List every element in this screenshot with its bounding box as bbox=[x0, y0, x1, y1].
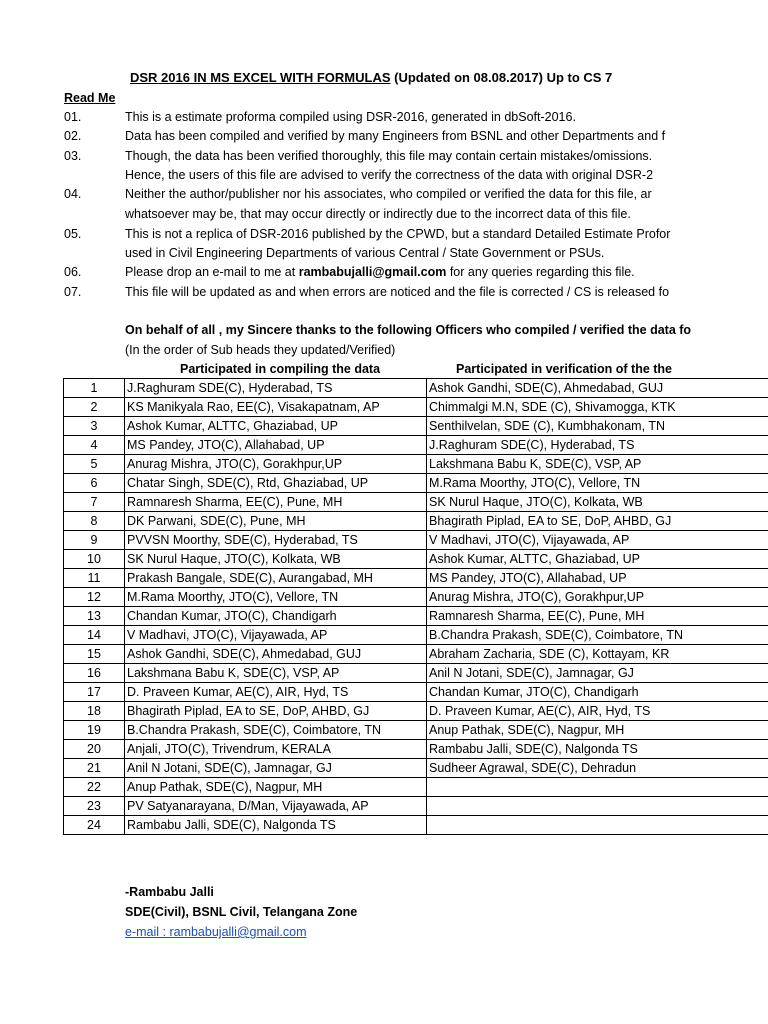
verified-by-cell[interactable]: J.Raghuram SDE(C), Hyderabad, TS bbox=[427, 436, 768, 455]
verified-by-cell[interactable] bbox=[427, 797, 768, 816]
signature-name: -Rambabu Jalli bbox=[125, 885, 214, 899]
table-row bbox=[64, 816, 768, 835]
table-row bbox=[64, 417, 768, 436]
note-text: This is a estimate proforma compiled using DSR-2016, generated in dbSoft-2016. bbox=[125, 110, 576, 124]
signature-designation: SDE(Civil), BSNL Civil, Telangana Zone bbox=[125, 905, 358, 919]
table-row bbox=[64, 474, 768, 493]
title-update-note: (Updated on 08.08.2017) Up to CS 7 bbox=[390, 70, 613, 85]
verified-by-cell[interactable]: Ashok Kumar, ALTTC, Ghaziabad, UP bbox=[427, 550, 768, 569]
note-number: 02. bbox=[64, 129, 82, 143]
note-text bbox=[125, 265, 635, 279]
row-number-cell[interactable]: 6 bbox=[64, 474, 125, 493]
verified-by-cell[interactable]: Sudheer Agrawal, SDE(C), Dehradun bbox=[427, 759, 768, 778]
row-number-cell[interactable]: 2 bbox=[64, 398, 125, 417]
compiled-by-cell[interactable]: M.Rama Moorthy, JTO(C), Vellore, TN bbox=[125, 588, 427, 607]
verified-by-cell[interactable]: Anurag Mishra, JTO(C), Gorakhpur,UP bbox=[427, 588, 768, 607]
verified-by-cell[interactable]: MS Pandey, JTO(C), Allahabad, UP bbox=[427, 569, 768, 588]
compiled-by-cell[interactable]: Bhagirath Piplad, EA to SE, DoP, AHBD, GJ bbox=[125, 702, 427, 721]
table-row bbox=[64, 550, 768, 569]
table-row bbox=[64, 664, 768, 683]
row-number-cell[interactable]: 7 bbox=[64, 493, 125, 512]
compiled-by-cell[interactable]: Anil N Jotani, SDE(C), Jamnagar, GJ bbox=[125, 759, 427, 778]
document-title bbox=[130, 70, 612, 85]
row-number-cell[interactable]: 16 bbox=[64, 664, 125, 683]
note-number: 04. bbox=[64, 187, 82, 201]
note-number: 01. bbox=[64, 110, 82, 124]
compiled-by-cell[interactable]: Prakash Bangale, SDE(C), Aurangabad, MH bbox=[125, 569, 427, 588]
row-number-cell[interactable]: 19 bbox=[64, 721, 125, 740]
verified-by-cell[interactable] bbox=[427, 816, 768, 835]
note-text: Hence, the users of this file are advised to verify the correctness of the data with original DSR-2 bbox=[125, 168, 654, 182]
compiled-by-cell[interactable]: Ashok Kumar, ALTTC, Ghaziabad, UP bbox=[125, 417, 427, 436]
compiled-by-cell[interactable]: V Madhavi, JTO(C), Vijayawada, AP bbox=[125, 626, 427, 645]
compiled-by-cell[interactable]: Anjali, JTO(C), Trivendrum, KERALA bbox=[125, 740, 427, 759]
row-number-cell[interactable]: 22 bbox=[64, 778, 125, 797]
column-header-compiled: Participated in compiling the data bbox=[180, 362, 381, 376]
note-text: Neither the author/publisher nor his associates, who compiled or verified the data for this file, ar bbox=[125, 187, 652, 201]
row-number-cell[interactable]: 11 bbox=[64, 569, 125, 588]
verified-by-cell[interactable]: Ramnaresh Sharma, EE(C), Pune, MH bbox=[427, 607, 768, 626]
table-row bbox=[64, 607, 768, 626]
table-row bbox=[64, 759, 768, 778]
verified-by-cell[interactable]: Anup Pathak, SDE(C), Nagpur, MH bbox=[427, 721, 768, 740]
note-text-prefix: Please drop an e-mail to me at bbox=[125, 265, 299, 279]
row-number-cell[interactable]: 23 bbox=[64, 797, 125, 816]
table-row bbox=[64, 455, 768, 474]
verified-by-cell[interactable]: B.Chandra Prakash, SDE(C), Coimbatore, TN bbox=[427, 626, 768, 645]
compiled-by-cell[interactable]: Chatar Singh, SDE(C), Rtd, Ghaziabad, UP bbox=[125, 474, 427, 493]
order-note: (In the order of Sub heads they updated/Verified) bbox=[125, 343, 396, 357]
row-number-cell[interactable]: 21 bbox=[64, 759, 125, 778]
note-text: This is not a replica of DSR-2016 published by the CPWD, but a standard Detailed Estimate Profor bbox=[125, 227, 671, 241]
table-row bbox=[64, 645, 768, 664]
compiled-by-cell[interactable]: Anup Pathak, SDE(C), Nagpur, MH bbox=[125, 778, 427, 797]
table-row bbox=[64, 512, 768, 531]
contributors-table bbox=[63, 378, 768, 835]
verified-by-cell[interactable]: D. Praveen Kumar, AE(C), AIR, Hyd, TS bbox=[427, 702, 768, 721]
compiled-by-cell[interactable]: PV Satyanarayana, D/Man, Vijayawada, AP bbox=[125, 797, 427, 816]
note-number: 06. bbox=[64, 265, 82, 279]
table-row bbox=[64, 778, 768, 797]
row-number-cell[interactable]: 12 bbox=[64, 588, 125, 607]
table-row bbox=[64, 436, 768, 455]
compiled-by-cell[interactable]: D. Praveen Kumar, AE(C), AIR, Hyd, TS bbox=[125, 683, 427, 702]
verified-by-cell[interactable]: M.Rama Moorthy, JTO(C), Vellore, TN bbox=[427, 474, 768, 493]
row-number-cell[interactable]: 13 bbox=[64, 607, 125, 626]
note-text: used in Civil Engineering Departments of various Central / State Government or PSUs. bbox=[125, 246, 605, 260]
compiled-by-cell[interactable]: DK Parwani, SDE(C), Pune, MH bbox=[125, 512, 427, 531]
note-number: 07. bbox=[64, 285, 82, 299]
verified-by-cell[interactable]: V Madhavi, JTO(C), Vijayawada, AP bbox=[427, 531, 768, 550]
verified-by-cell[interactable]: Anil N Jotani, SDE(C), Jamnagar, GJ bbox=[427, 664, 768, 683]
compiled-by-cell[interactable]: MS Pandey, JTO(C), Allahabad, UP bbox=[125, 436, 427, 455]
row-number-cell[interactable]: 5 bbox=[64, 455, 125, 474]
compiled-by-cell[interactable]: SK Nurul Haque, JTO(C), Kolkata, WB bbox=[125, 550, 427, 569]
verified-by-cell[interactable]: Lakshmana Babu K, SDE(C), VSP, AP bbox=[427, 455, 768, 474]
compiled-by-cell[interactable]: Lakshmana Babu K, SDE(C), VSP, AP bbox=[125, 664, 427, 683]
verified-by-cell[interactable]: Chandan Kumar, JTO(C), Chandigarh bbox=[427, 683, 768, 702]
table-row bbox=[64, 626, 768, 645]
verified-by-cell[interactable]: Bhagirath Piplad, EA to SE, DoP, AHBD, GJ bbox=[427, 512, 768, 531]
row-number-cell[interactable]: 14 bbox=[64, 626, 125, 645]
compiled-by-cell[interactable]: Chandan Kumar, JTO(C), Chandigarh bbox=[125, 607, 427, 626]
verified-by-cell[interactable]: Senthilvelan, SDE (C), Kumbhakonam, TN bbox=[427, 417, 768, 436]
note-text: This file will be updated as and when errors are noticed and the file is corrected / CS is released fo bbox=[125, 285, 670, 299]
table-row bbox=[64, 398, 768, 417]
verified-by-cell[interactable]: SK Nurul Haque, JTO(C), Kolkata, WB bbox=[427, 493, 768, 512]
row-number-cell[interactable]: 9 bbox=[64, 531, 125, 550]
row-number-cell[interactable]: 3 bbox=[64, 417, 125, 436]
note-text: Data has been compiled and verified by many Engineers from BSNL and other Departments and f bbox=[125, 129, 666, 143]
compiled-by-cell[interactable]: KS Manikyala Rao, EE(C), Visakapatnam, AP bbox=[125, 398, 427, 417]
compiled-by-cell[interactable]: B.Chandra Prakash, SDE(C), Coimbatore, TN bbox=[125, 721, 427, 740]
table-row bbox=[64, 797, 768, 816]
verified-by-cell[interactable]: Rambabu Jalli, SDE(C), Nalgonda TS bbox=[427, 740, 768, 759]
thanks-statement: On behalf of all , my Sincere thanks to the following Officers who compiled / verified the data fo bbox=[125, 323, 692, 337]
row-number-cell[interactable]: 4 bbox=[64, 436, 125, 455]
row-number-cell[interactable]: 8 bbox=[64, 512, 125, 531]
note-email-link[interactable]: rambabujalli@gmail.com bbox=[298, 265, 447, 279]
verified-by-cell[interactable] bbox=[427, 778, 768, 797]
row-number-cell[interactable]: 15 bbox=[64, 645, 125, 664]
note-text: Though, the data has been verified thoroughly, this file may contain certain mistakes/omissions. bbox=[125, 149, 653, 163]
table-row bbox=[64, 702, 768, 721]
table-row bbox=[64, 493, 768, 512]
table-row bbox=[64, 379, 768, 398]
compiled-by-cell[interactable]: Ramnaresh Sharma, EE(C), Pune, MH bbox=[125, 493, 427, 512]
compiled-by-cell[interactable]: Anurag Mishra, JTO(C), Gorakhpur,UP bbox=[125, 455, 427, 474]
row-number-cell[interactable]: 10 bbox=[64, 550, 125, 569]
row-number-cell[interactable]: 17 bbox=[64, 683, 125, 702]
verified-by-cell[interactable]: Abraham Zacharia, SDE (C), Kottayam, KR bbox=[427, 645, 768, 664]
note-text-suffix: for any queries regarding this file. bbox=[446, 265, 635, 279]
readme-heading: Read Me bbox=[64, 91, 116, 105]
row-number-cell[interactable]: 20 bbox=[64, 740, 125, 759]
compiled-by-cell[interactable]: Ashok Gandhi, SDE(C), Ahmedabad, GUJ bbox=[125, 645, 427, 664]
compiled-by-cell[interactable]: Rambabu Jalli, SDE(C), Nalgonda TS bbox=[125, 816, 427, 835]
table-row bbox=[64, 683, 768, 702]
verified-by-cell[interactable]: Ashok Gandhi, SDE(C), Ahmedabad, GUJ bbox=[427, 379, 768, 398]
note-number: 03. bbox=[64, 149, 82, 163]
title-main: DSR 2016 IN MS EXCEL WITH FORMULAS bbox=[130, 70, 391, 85]
verified-by-cell[interactable]: Chimmalgi M.N, SDE (C), Shivamogga, KTK bbox=[427, 398, 768, 417]
signature-email-link[interactable]: e-mail : rambabujalli@gmail.com bbox=[125, 925, 307, 939]
table-row bbox=[64, 569, 768, 588]
table-row bbox=[64, 588, 768, 607]
compiled-by-cell[interactable]: PVVSN Moorthy, SDE(C), Hyderabad, TS bbox=[125, 531, 427, 550]
compiled-by-cell[interactable]: J.Raghuram SDE(C), Hyderabad, TS bbox=[125, 379, 427, 398]
note-text: whatsoever may be, that may occur directly or indirectly due to the incorrect data of this file. bbox=[125, 207, 631, 221]
column-header-verified: Participated in verification of the the bbox=[456, 362, 673, 376]
table-row bbox=[64, 531, 768, 550]
note-number: 05. bbox=[64, 227, 82, 241]
row-number-cell[interactable]: 18 bbox=[64, 702, 125, 721]
table-row bbox=[64, 721, 768, 740]
table-row bbox=[64, 740, 768, 759]
row-number-cell[interactable]: 24 bbox=[64, 816, 125, 835]
row-number-cell[interactable]: 1 bbox=[64, 379, 125, 398]
